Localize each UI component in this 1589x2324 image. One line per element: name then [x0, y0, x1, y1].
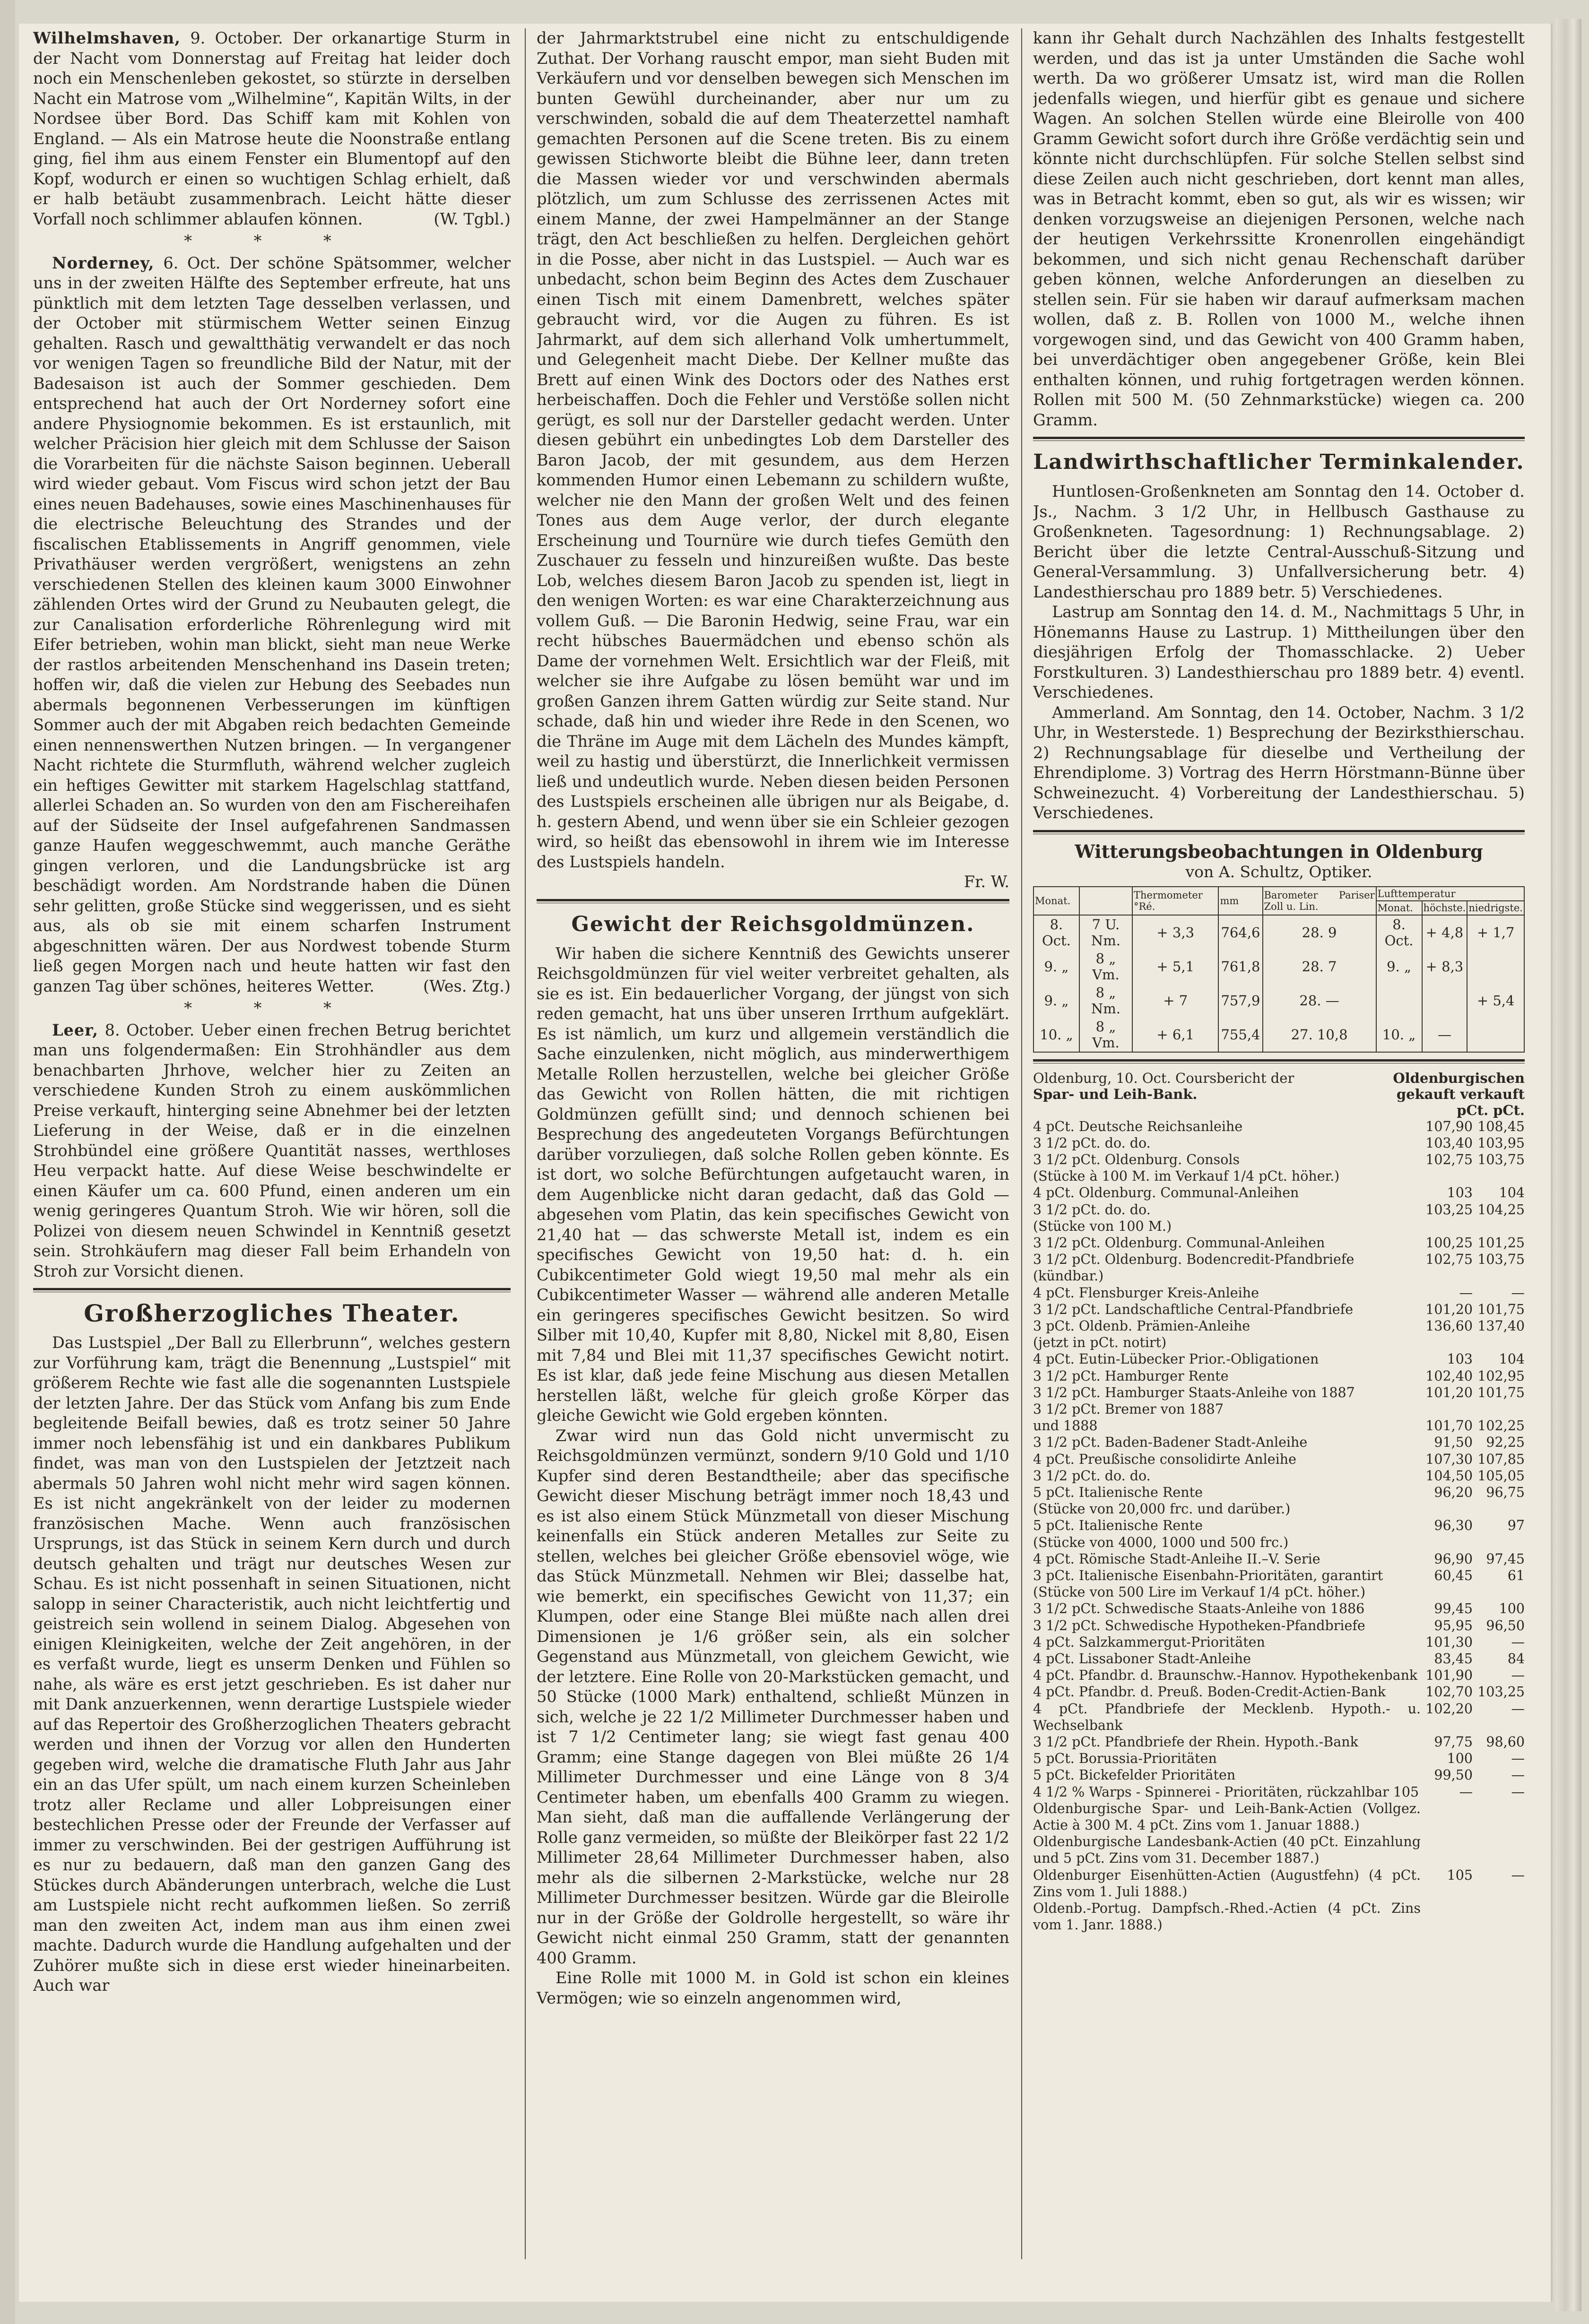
weather-cell	[1467, 950, 1524, 984]
kurs-price: 101,75	[1477, 1301, 1525, 1317]
kurs-price: 84	[1507, 1651, 1525, 1667]
gold-article-continued: kann ihr Gehalt durch Nachzählen des Inhalts festgestellt werden, und das ist ja unter Umständen die Sache wohl werth. Da wo größerer Umsatz ist, wird man die Rollen jedenfalls wiegen, und hierfür gibt es genaue und sichere Wagen. An solchen Stellen würde eine Bleirolle von 400 Gramm Gewicht sofort durch ihre Größe verdächtig sein und könnte nicht durchschlüpfen. Für solche Stellen selbst sind diese Zeilen auch nicht geschrieben, dort kennt man alles, was in Betracht kommt, eben so gut, als wir es wissen; wir denken vorzugsweise an diejenigen Personen, welche nach der heutigen Verkehrssitte Kronenrollen eingehändigt bekommen, und sich nicht genau Rechenschaft darüber geben können, welche Anforderungen an dieselben zu stellen sein. Für sie haben wir darauf aufmerksam machen wollen, daß z. B. Rollen von 1000 M., welche ihnen vorgewogen sind, und das Gewicht von 400 Gramm haben, bei unverdächtiger oben angegebener Größe, kein Blei enthalten können, und ruhig fortgetragen werden können. Rollen mit 500 M. (50 Zehnmarkstücke) wiegen ca. 200 Gramm.	[1033, 29, 1525, 429]
weather-cell: + 5,1	[1132, 950, 1218, 984]
kurs-row	[1033, 1501, 1525, 1517]
kurs-price	[1421, 1401, 1473, 1417]
weather-header: Monat.	[1376, 901, 1422, 915]
kurs-price: 136,60	[1425, 1318, 1473, 1334]
kurs-security: 4 pCt. Preußische consolidirte Anleihe	[1033, 1451, 1296, 1467]
kurs-row	[1033, 1417, 1525, 1434]
kurs-price	[1421, 1268, 1473, 1284]
kurs-price: 102,20	[1425, 1701, 1473, 1717]
weather-cell: 8 „ Vm.	[1079, 1018, 1132, 1052]
kurs-price: 61	[1507, 1567, 1525, 1583]
separator-stars: * * *	[184, 999, 360, 1017]
kurs-price: 101,25	[1477, 1235, 1525, 1251]
kurs-security: 5 pCt. Italienische Rente	[1033, 1518, 1203, 1534]
kurs-security: 4 pCt. Lissaboner Stadt-Anleihe	[1033, 1651, 1251, 1667]
kurs-security: Oldenburgische Spar- und Leih-Bank-Actien (Vollgez. Actie à 300 M. 4 pCt. Zins vom 1. Januar 1888.)	[1033, 1800, 1421, 1833]
kurs-security: (Stücke von 4000, 1000 und 500 frc.)	[1033, 1534, 1289, 1550]
kurs-price: 107,30	[1425, 1451, 1473, 1467]
kurs-security: 4 pCt. Eutin-Lübecker Prior.-Obligationen	[1033, 1351, 1319, 1367]
kurs-row	[1033, 1235, 1525, 1251]
kurs-row	[1033, 1617, 1525, 1634]
kurs-price: 102,75	[1425, 1151, 1473, 1167]
kurs-price: 102,40	[1425, 1368, 1473, 1384]
column-rule-2	[1021, 28, 1022, 2259]
kurs-price	[1421, 1900, 1473, 1933]
weather-cell: 8. Oct.	[1376, 915, 1422, 950]
kurs-security: 3 1/2 pCt. Hamburger Staats-Anleihe von 1887	[1033, 1384, 1355, 1400]
weather-title: Witterungsbeobachtungen in Oldenburg	[1075, 840, 1483, 862]
kurs-price: 97,45	[1486, 1551, 1525, 1567]
kurs-row	[1033, 1135, 1525, 1151]
weather-cell: —	[1422, 1018, 1467, 1052]
kurs-price: 97	[1507, 1518, 1525, 1534]
kurs-security: 3 1/2 pCt. do. do.	[1033, 1468, 1151, 1484]
kurs-security: 4 pCt. Pfandbr. d. Braunschw.-Hannov. Hypothekenbank	[1033, 1667, 1418, 1684]
kurs-price: 101,90	[1425, 1667, 1473, 1684]
weather-cell: 9. „	[1033, 950, 1079, 984]
weather-group-header: Lufttemperatur	[1376, 887, 1524, 901]
kurs-row	[1033, 1301, 1525, 1318]
kurs-table	[1033, 1118, 1525, 1934]
kurs-row	[1033, 1867, 1525, 1900]
kurs-price	[1473, 1401, 1525, 1417]
kurs-price: 100	[1447, 1751, 1473, 1767]
weather-cell: 8 „ Nm.	[1079, 984, 1132, 1018]
kurs-price: 107,85	[1477, 1451, 1525, 1467]
gold-paragraph-3: Eine Rolle mit 1000 M. in Gold ist schon ein kleines Vermögen; wie so einzeln angenommen wird,	[537, 1969, 1009, 2007]
weather-cell: 28. 7	[1263, 950, 1376, 984]
kurs-price: 103,25	[1425, 1201, 1473, 1218]
kurs-price: 83,45	[1434, 1651, 1473, 1667]
kurs-security: 3 1/2 pCt. Landschaftliche Central-Pfandbriefe	[1033, 1301, 1354, 1317]
kurs-security: (jetzt in pCt. notirt)	[1033, 1335, 1167, 1351]
kurs-row	[1033, 1800, 1525, 1833]
kurs-price: 99,45	[1434, 1601, 1473, 1617]
kurs-price: 60,45	[1434, 1567, 1473, 1583]
kurs-price: 104,25	[1477, 1201, 1525, 1218]
kurs-price	[1473, 1218, 1525, 1235]
kurs-price: —	[1511, 1701, 1525, 1717]
kurs-price: —	[1511, 1285, 1525, 1301]
review-signature: Fr. W.	[964, 873, 1009, 891]
kurs-security: 3 1/2 pCt. do. do.	[1033, 1201, 1151, 1218]
section-rule	[1033, 1059, 1525, 1063]
weather-cell: 28. —	[1263, 984, 1376, 1018]
kurs-price: 108,45	[1477, 1118, 1525, 1134]
kurs-price: 101,20	[1425, 1301, 1473, 1317]
weather-row	[1033, 984, 1524, 1018]
weather-subtitle: von A. Schultz, Optiker.	[1185, 862, 1372, 881]
kurs-price: 101,30	[1425, 1634, 1473, 1650]
weather-cell: + 4,8	[1422, 915, 1467, 950]
kurs-row	[1033, 1667, 1525, 1684]
kurs-price: 96,90	[1434, 1551, 1473, 1567]
kurs-price: 103,40	[1425, 1135, 1473, 1151]
kurs-row	[1033, 1701, 1525, 1734]
kurs-security: 3 1/2 pCt. Oldenburg. Bodencredit-Pfandbriefe	[1033, 1252, 1355, 1268]
kurs-price: 96,75	[1486, 1484, 1525, 1500]
kurs-price: —	[1511, 1867, 1525, 1883]
theater-review-text: Das Lustspiel „Der Ball zu Ellerbrunn“, welches gestern zur Vorführung kam, trägt die Benennung „Lustspiel“ mit größerem Rechte wie fast alle die sogenannten Lustspiele der letzten Jahre. Der das Stück vom Anfang bis zum Ende begleitende Beifall bewies, daß es trotz seiner 50 Jahre immer noch lebensfähig ist und ein dankbares Publikum findet, was man von den Lustspielen der Jetztzeit nach abermals 50 Jahren wohl nicht mehr wird sagen können. Es ist nicht angekränkelt von der leider zu modernen französischen Mache. Wenn auch französischen Ursprungs, ist das Stück in seinem Kern durch und durch deutsch gehalten und trägt nur deutsches Wesen zur Schau. Es ist nicht possenhaft in seinen Situationen, nicht salopp in seiner Characteristik, auch nicht leichtfertig und geistreich sein wollend in seinem Dialog. Abgesehen von einigen Kleinigkeiten, welche der Zeit angehören, in der es verfaßt wurde, liegt es unserm Denken und Fühlen so nahe, als wäre es erst jetzt geschrieben. Es ist daher nur mit Dank anzuerkennen, wenn derartige Lustspiele wieder auf das Repertoir des Großherzoglichen Theaters gebracht werden und ihnen der Vorzug vor allen den Hunderten gegeben wird, welche die dramatische Fluth Jahr aus Jahr ein an das Ufer spült, um nach einem kurzen Scheinleben trotz aller Reclame und aller Lobpreisungen einer bestechlichen Presse oder der Freunde der Verfasser auf immer zu verschwinden. Bei der gestrigen Aufführung ist es nur zu bedauern, daß man den ganzen Gang des Stückes durch Abänderungen unterbrach, welche die Lust am Lustspiele nicht recht aufkommen ließen. So zerriß man den zweiten Act, indem man aus ihm einen zwei machte. Dadurch wurde die Handlung aufgehalten und der Zuhörer mußte sich in diese erst wieder hineinarbeiten. Auch war	[33, 1333, 511, 1995]
weather-header: niedrigste.	[1467, 901, 1524, 915]
kurs-row	[1033, 1900, 1525, 1933]
weather-cell: 10. „	[1033, 1018, 1079, 1052]
kurs-price	[1473, 1334, 1525, 1351]
kurs-price: 98,60	[1486, 1734, 1525, 1750]
kurs-row	[1033, 1218, 1525, 1235]
section-rule	[537, 899, 1009, 903]
theater-heading: Großherzogliches Theater.	[84, 1299, 460, 1327]
kurs-row	[1033, 1434, 1525, 1451]
kurs-row	[1033, 1534, 1525, 1551]
kurs-price	[1421, 1800, 1473, 1833]
kurs-title: Oldenburg, 10. Oct. Coursbericht der	[1033, 1070, 1294, 1086]
kurs-security: 4 pCt. Salzkammergut-Prioritäten	[1033, 1634, 1265, 1650]
kurs-security: 3 1/2 pCt. Bremer von 1887	[1033, 1401, 1224, 1417]
kurs-price: 103,25	[1477, 1684, 1525, 1700]
kurs-price: 96,20	[1434, 1484, 1473, 1500]
kurs-price	[1473, 1800, 1525, 1833]
kurs-price	[1473, 1501, 1525, 1517]
separator-stars: * * *	[184, 232, 360, 250]
kurs-row	[1033, 1833, 1525, 1866]
weather-cell: + 7	[1132, 984, 1218, 1018]
weather-row	[1033, 915, 1524, 950]
kurs-price: —	[1511, 1634, 1525, 1650]
weather-table	[1033, 886, 1525, 1053]
weather-cell: + 5,4	[1467, 984, 1524, 1018]
kurs-price	[1421, 1584, 1473, 1600]
kurs-price: 105,05	[1477, 1468, 1525, 1484]
kurs-security: (Stücke à 100 M. im Verkauf 1/4 pCt. höher.)	[1033, 1168, 1340, 1184]
kurs-row	[1033, 1567, 1525, 1584]
kurs-bank: Spar- und Leih-Bank.	[1033, 1086, 1198, 1102]
kurs-price	[1473, 1833, 1525, 1866]
column-3	[1033, 28, 1525, 2269]
kurs-security: 3 1/2 pCt. Oldenburg. Consols	[1033, 1151, 1240, 1167]
kurs-row	[1033, 1118, 1525, 1135]
weather-cell: + 6,1	[1132, 1018, 1218, 1052]
weather-header: höchste.	[1422, 901, 1467, 915]
left-page-edge	[0, 0, 15, 2324]
kurs-row	[1033, 1517, 1525, 1534]
weather-header: Thermometer °Ré.	[1132, 887, 1218, 915]
dateline-place: Wilhelmshaven,	[33, 29, 181, 47]
weather-header	[1079, 887, 1132, 915]
kurs-price: 103,75	[1477, 1151, 1525, 1167]
kurs-row	[1033, 1451, 1525, 1468]
kurs-security: 4 1/2 % Warps - Spinnerei - Prioritäten, rückzahlbar 105	[1033, 1784, 1419, 1800]
kurs-row	[1033, 1468, 1525, 1484]
kurs-price: 104	[1499, 1351, 1525, 1367]
kurs-row	[1033, 1650, 1525, 1667]
kurs-row	[1033, 1750, 1525, 1767]
kurs-price	[1473, 1584, 1525, 1600]
weather-cell: 27. 10,8	[1263, 1018, 1376, 1052]
kurs-price	[1473, 1268, 1525, 1284]
weather-header: mm	[1218, 887, 1262, 915]
kurs-security: 3 1/2 pCt. Hamburger Rente	[1033, 1368, 1229, 1384]
article-source: (W. Tgbl.)	[434, 209, 511, 228]
kurs-row	[1033, 1334, 1525, 1351]
kalender-entry: Huntlosen-Großenkneten am Sonntag den 14. October d. Js., Nachm. 3 1/2 Uhr, in Hellbusch Gasthause zu Großenkneten. Tagesordnung: 1) Rechnungsablage. 2) Bericht über die letzte Central-Ausschuß-Sitzung und General-Versammlung. 3) Unfallversicherung betr. 4) Landesthierschau pro 1889 betr. 5) Verschiedenes.	[1033, 482, 1525, 601]
kurs-price	[1421, 1218, 1473, 1235]
weather-row	[1033, 1018, 1524, 1052]
gold-paragraph-1: Wir haben die sichere Kenntniß des Gewichts unserer Reichsgoldmünzen für viel weiter verbreitet gehalten, als sie es ist. Ein bedauerlicher Vorgang, der jüngst von sich reden gemacht, hat uns über unseren Irrthum aufgeklärt. Es ist nämlich, um kurz und allgemein verständlich die Sache einzulenken, nicht möglich, aus minderwerthigem Metalle Rollen herzustellen, welche bei gleicher Größe das Gewicht von Rollen hätten, die mit richtigen Goldmünzen gefüllt sind; und dennoch schienen bei Besprechung des angedeuteten Vorgangs Befürchtungen darüber vorzuliegen, daß solche Rollen geben könnte. Es ist dort, wo solche Befürchtungen aufgetaucht waren, in dem Augenblicke nicht daran gedacht, daß das Gold — abgesehen vom Platin, das kein specifisches Gewicht von 21,40 hat — das schwerste Metall ist, indem es ein specifisches Gewicht von 19,50 hat: d. h. ein Cubikcentimeter Gold wiegt 19,50 mal mehr als ein Cubikcentimeter Wasser — während alle anderen Metalle ein geringeres specifisches Gewicht besitzen. So wird Silber mit 10,40, Kupfer mit 8,80, Nickel mit 8,80, Eisen mit 7,84 und Blei mit 11,37 specifisches Gewicht notirt. Es ist klar, daß jede feine Mischung aus diesen Metallen herstellen läßt, welche für gleich große Körper das gleiche Gewicht wie Gold ergeben könnten.	[537, 944, 1009, 1425]
kurs-security: 5 pCt. Borussia-Prioritäten	[1033, 1751, 1217, 1767]
norderney-article	[33, 253, 511, 997]
kurs-security: (kündbar.)	[1033, 1268, 1104, 1284]
kurs-row	[1033, 1767, 1525, 1783]
kurs-price: 103	[1447, 1185, 1473, 1201]
column-1	[33, 28, 511, 2269]
wilhelmshaven-article	[33, 28, 511, 229]
kurs-right-3: pCt. pCt.	[1457, 1102, 1525, 1118]
kurs-price: 103	[1447, 1351, 1473, 1367]
kurs-price: —	[1511, 1784, 1525, 1800]
kalender-entry: Ammerland. Am Sonntag, den 14. October, Nachm. 3 1/2 Uhr, in Westerstede. 1) Besprechung der Bezirksthierschau. 2) Rechnungsablage für dieselbe und Vertheilung der Ehrendiplome. 3) Vortrag des Herrn Hörstmann-Bünne über Schweinezucht. 4) Vorbereitung der Landesthierschau. 5) Verschiedenes.	[1033, 703, 1525, 822]
kurs-row	[1033, 1784, 1525, 1800]
article-source: (Wes. Ztg.)	[423, 976, 511, 995]
kurs-security: 4 pCt. Flensburger Kreis-Anleihe	[1033, 1285, 1259, 1301]
kurs-price: 95,95	[1434, 1617, 1473, 1633]
kurs-header	[1033, 1070, 1525, 1118]
kurs-security: Oldenb.-Portug. Dampfsch.-Rhed.-Actien (4 pCt. Zins vom 1. Janr. 1888.)	[1033, 1901, 1421, 1933]
column-2	[537, 28, 1009, 2269]
kurs-price: 104	[1499, 1185, 1525, 1201]
weather-cell: 9. „	[1376, 950, 1422, 984]
terminkalender-heading: Landwirthschaftlicher Terminkalender.	[1033, 450, 1525, 474]
kurs-row	[1033, 1168, 1525, 1184]
leer-article	[33, 1020, 511, 1282]
kurs-row	[1033, 1551, 1525, 1567]
section-rule	[33, 1288, 511, 1292]
kurs-row	[1033, 1368, 1525, 1384]
kurs-price: 97,75	[1434, 1734, 1473, 1750]
kurs-right-1: Oldenburgischen	[1393, 1070, 1525, 1086]
kurs-security: 4 pCt. Römische Stadt-Anleihe II.–V. Serie	[1033, 1551, 1320, 1567]
kalender-entry: Lastrup am Sonntag den 14. d. M., Nachmittags 5 Uhr, in Hönemanns Hause zu Lastrup. 1) Mittheilungen über den diesjährigen Erfolg der Thomasschlacke. 2) Ueber Forstkulturen. 3) Landesthierschau pro 1889 betr. 4) eventl. Verschiedenes.	[1033, 603, 1525, 701]
kurs-security: 3 pCt. Italienische Eisenbahn-Prioritäten, garantirt	[1033, 1567, 1383, 1583]
theater-review-continued: der Jahrmarktstrubel eine nicht zu entschuldigende Zuthat. Der Vorhang rauscht empor, man sieht Buden mit Verkäufern und vor denselben bewegen sich Menschen im bunten Gewühl durcheinander, aber nur um zu verschwinden, sobald die auf dem Theaterzettel namhaft gemachten Personen auf die Scene treten. Bis zu einem gewissen Stichworte bleibt die Bühne leer, dann treten die Massen wieder vor und verschwinden abermals plötzlich, um zum Schlusse des zerrissenen Actes mit einem Manne, der zwei Hampelmänner an der Stange trägt, den Act beschließen zu helfen. Dergleichen gehört in die Posse, aber nicht in das Lustspiel. — Auch war es unbedacht, schon beim Beginn des Actes dem Zuschauer einen Tisch mit einem Damenbrett, welches später gebraucht wird, vor die Augen zu führen. Es ist Jahrmarkt, auf dem sich allerhand Volk umhertummelt, und Gelegenheit macht Diebe. Der Kellner mußte das Brett auf einen Wink des Doctors oder des Nathes erst herbeischaffen. Doch die Fehler und Verstöße sollen nicht gerügt, es soll nur der Darsteller gedacht werden. Unter diesen gebührt ein unbedingtes Lob dem Darsteller des Baron Jacob, der mit gesundem, aus dem Herzen kommenden Humor einen Lebemann zu schildern wußte, welcher nie den Mann der großen Welt und des feinen Tones aus dem Auge verlor, der durch elegante Erscheinung und Tournüre wie durch tiefes Gemüth den Zuschauer zu fesseln und hinzureißen wußte. Das beste Lob, welches diesem Baron Jacob zu spenden ist, liegt in den wenigen Worten: es war eine Charakterzeichnung aus vollem Guß. — Die Baronin Hedwig, seine Frau, war ein recht hübsches Bauermädchen und ebenso schön als Dame der vornehmen Welt. Ersichtlich war der Fleiß, mit welcher sie ihre Aufgabe zu lösen bemüht war und im großen Ganzen ihrem Gatten würdig zur Seite stand. Nur schade, daß hin und wieder ihre Rede in den Scenen, wo die Thräne im Auge mit dem Lächeln des Mundes kämpft, weil zu hastig und überstürzt, die Innerlichkeit vermissen ließ und undeutlich wurde. Neben diesen beiden Personen des Lustspiels erscheinen alle übrigen nur als Beigabe, d. h. gestern Abend, und wenn über sie ein Schleier gezogen wird, so heißt das ebensowohl in ihrem wie im Interesse des Lustspiels handeln.	[537, 29, 1009, 871]
weather-header: Monat.	[1033, 887, 1079, 915]
kurs-price: —	[1459, 1784, 1473, 1800]
kurs-price	[1421, 1501, 1473, 1517]
kurs-security: (Stücke von 20,000 frc. und darüber.)	[1033, 1501, 1291, 1517]
kurs-row	[1033, 1318, 1525, 1334]
kurs-security: (Stücke von 100 M.)	[1033, 1218, 1172, 1234]
kurs-security: 4 pCt. Deutsche Reichsanleihe	[1033, 1118, 1243, 1134]
gold-paragraph-2: Zwar wird nun das Gold nicht unvermischt zu Reichsgoldmünzen vermünzt, sondern 9/10 Gold und 1/10 Kupfer sind deren Bestandtheile; aber das specifische Gewicht dieser Mischung beträgt immer noch 18,43 und es ist also einem Stück Münzmetall von dieser Mischung keinenfalls ein Stück anderen Metalles zur Seite zu stellen, welches bei gleicher Größe ebensoviel wöge, wie das Stück Münzmetall. Nehmen wir Blei; dasselbe hat, wie bemerkt, ein specifisches Gewicht von 11,37; ein Klumpen, oder eine Stange Blei müßte nach allen drei Dimensionen je 1/6 größer sein, als ein solcher Gegenstand aus Münzmetall, von gleichem Gewicht, wie der letztere. Eine Rolle von 20-Markstücken gemacht, und 50 Stücke (1000 Mark) enthaltend, schließt Münzen in sich, welche je 22 1/2 Millimeter Durchmesser haben und ist 7 1/2 Centimeter lang; sie wiegt fast genau 400 Gramm; eine Stange dagegen von Blei müßte 26 1/4 Millimeter Durchmesser und eine Länge von 8 3/4 Centimeter haben, um ebenfalls 400 Gramm zu wiegen. Man sieht, daß man die auffallende Verlängerung der Rolle ganz vermeiden, so müßte der Bleikörper fast 22 1/2 Millimeter 28,64 Millimeter Durchmesser haben, also mehr als die silbernen 2-Markstücke, welche nur 28 Millimeter Durchmesser besitzen. Würde gar die Bleirolle nur in der Größe der Goldrolle hergestellt, so wäre ihr Gewicht nicht einmal 250 Gramm, statt der genannten 400 Gramm.	[537, 1426, 1009, 1967]
kurs-price: 100,25	[1425, 1235, 1473, 1251]
weather-cell: 755,4	[1218, 1018, 1262, 1052]
kurs-row	[1033, 1151, 1525, 1168]
kurs-row	[1033, 1584, 1525, 1600]
weather-header: Barometer Pariser Zoll u. Lin.	[1263, 887, 1376, 915]
section-rule	[1033, 830, 1525, 834]
column-rule-1	[525, 28, 526, 2259]
dateline-place: Leer,	[52, 1020, 99, 1039]
section-rule	[1033, 437, 1525, 441]
kurs-price: —	[1511, 1767, 1525, 1783]
article-text: 9. October. Der orkanartige Sturm in der Nacht vom Donnerstag auf Freitag hat leider doch noch ein Menschenleben gekostet, so stürzte in derselben Nacht ein Matrose vom „Wilhelmine“, Kapitän Wilts, in der Nordsee über Bord. Das Schiff kam mit Kohlen von England. — Als ein Matrose heute die Noonstraße entlang ging, fiel ihm aus einem Fenster ein Blumentopf auf den Kopf, wodurch er einen so wuchtigen Schlag erhielt, daß er halb betäubt zusammenbrach. Leicht hätte dieser Vorfall noch schlimmer ablaufen können.	[33, 29, 511, 228]
kurs-price	[1421, 1334, 1473, 1351]
kurs-row	[1033, 1384, 1525, 1401]
kurs-price	[1421, 1534, 1473, 1551]
kurs-security: 3 1/2 pCt. Baden-Badener Stadt-Anleihe	[1033, 1434, 1308, 1451]
kurs-price	[1421, 1168, 1473, 1184]
weather-rows	[1033, 915, 1524, 1052]
kurs-security: 4 pCt. Oldenburg. Communal-Anleihen	[1033, 1185, 1299, 1201]
weather-cell: 28. 9	[1263, 915, 1376, 950]
kurs-row	[1033, 1201, 1525, 1218]
kurs-security: 3 1/2 pCt. do. do.	[1033, 1135, 1151, 1151]
kurs-price: 102,75	[1425, 1252, 1473, 1268]
weather-row	[1033, 950, 1524, 984]
article-text: 6. Oct. Der schöne Spätsommer, welcher uns in der zweiten Hälfte des September erfreute, hat uns pünktlich mit dem letzten Tage desselben verlassen, und der October mit stürmischem Wetter seinen Einzug gehalten. Rasch und gewaltthätig verwandelt er das noch vor wenigen Tagen so freundliche Bild der Natur, mit der Badesaison ist auch der Sommer geschieden. Dem entsprechend hat auch der Ort Norderney sofort eine andere Physiognomie bekommen. Es ist erstaunlich, mit welcher Präcision hier gleich mit dem Schlusse der Saison die Vorarbeiten für die nächste Saison beginnen. Ueberall wird wieder gebaut. Vom Fiscus wird schon jetzt der Bau eines neuen Badehauses, sowie eines Maschinenhauses für die electrische Beleuchtung des Strandes und der fiscalischen Etablissements in Angriff genommen, viele Privathäuser werden vergrößert, wenigstens an zehn verschiedenen Stellen des kleinen kaum 3000 Einwohner zählenden Ortes wird der Grund zu Neubauten gelegt, die zur Canalisation erforderliche Röhrenlegung wird mit Eifer betrieben, wohin man blickt, sieht man neue Werke der rastlos arbeitenden Menschenhand ins Dasein treten; hoffen wir, daß die vielen zur Hebung des Seebades nun abermals begonnenen Verbesserungen im künftigen Sommer auch der mit Abgaben reich bedachten Gemeinde einen nennenswerthen Nutzen bringen. — In vergangener Nacht richtete die Sturmfluth, während welcher zugleich ein heftiges Gewitter mit starkem Hagelschlag stattfand, allerlei Schaden an. So wurden von den am Fischereihafen auf der Südseite der Insel aufgefahrenen Sandmassen ganze Haufen weggeschwemmt, auch manche Geräthe gingen verloren, und die Landungsbrücke ist arg beschädigt worden. Am Nordstrande haben die Dünen sehr gelitten, große Stücke sind weggerissen, und es sieht aus, als ob sie mit einem scharfen Instrument abgeschnitten wären. Der aus Nordwest tobende Sturm ließ gegen Morgen nach und heute hatten wir fast den ganzen Tag über schönes, heiteres Wetter.	[33, 253, 511, 995]
kurs-price: 103,95	[1477, 1135, 1525, 1151]
kurs-price: 102,70	[1425, 1684, 1473, 1700]
kurs-price	[1473, 1168, 1525, 1184]
kurs-row	[1033, 1684, 1525, 1700]
kurs-security: 3 1/2 pCt. Oldenburg. Communal-Anleihen	[1033, 1235, 1325, 1251]
kurs-security: 5 pCt. Bickefelder Prioritäten	[1033, 1767, 1236, 1783]
kurs-row	[1033, 1268, 1525, 1284]
kurs-row	[1033, 1600, 1525, 1617]
kurs-security: und 1888	[1033, 1418, 1098, 1434]
dateline-place: Norderney,	[52, 253, 155, 272]
kurs-price: 96,30	[1434, 1518, 1473, 1534]
kurs-price: 102,25	[1477, 1418, 1525, 1434]
kurs-price: 101,70	[1425, 1418, 1473, 1434]
weather-cell	[1467, 1018, 1524, 1052]
kurs-security: (Stücke von 500 Lire im Verkauf 1/4 pCt. höher.)	[1033, 1584, 1366, 1600]
kurs-price: 104,50	[1425, 1468, 1473, 1484]
weather-cell: 9. „	[1033, 984, 1079, 1018]
kurs-price: —	[1459, 1285, 1473, 1301]
kurs-security: Oldenburgische Landesbank-Actien (40 pCt. Einzahlung und 5 pCt. Zins vom 31. December 1887.)	[1033, 1834, 1421, 1866]
kurs-security: 3 pCt. Oldenb. Prämien-Anleihe	[1033, 1318, 1250, 1334]
kurs-price	[1473, 1534, 1525, 1551]
kurs-row	[1033, 1251, 1525, 1268]
kurs-security: 4 pCt. Pfandbriefe der Mecklenb. Hypoth.- u. Wechselbank	[1033, 1701, 1421, 1733]
kurs-row	[1033, 1734, 1525, 1750]
kurs-price: 107,90	[1425, 1118, 1473, 1134]
weather-cell: 761,8	[1218, 950, 1262, 984]
kurs-security: 4 pCt. Pfandbr. d. Preuß. Boden-Credit-Actien-Bank	[1033, 1684, 1386, 1700]
weather-cell: 8. Oct.	[1033, 915, 1079, 950]
page-stack-edge	[1555, 19, 1581, 2311]
kurs-price: 96,50	[1486, 1617, 1525, 1633]
kurs-right-2: gekauft verkauft	[1396, 1086, 1525, 1102]
weather-cell: 7 U. Nm.	[1079, 915, 1132, 950]
weather-cell: + 3,3	[1132, 915, 1218, 950]
weather-cell: 757,9	[1218, 984, 1262, 1018]
kurs-security: 3 1/2 pCt. Schwedische Staats-Anleihe von 1886	[1033, 1601, 1365, 1617]
kurs-price: 99,50	[1434, 1767, 1473, 1783]
kurs-price: 105	[1447, 1867, 1473, 1883]
kurs-security: Oldenburger Eisenhütten-Actien (Augustfehn) (4 pCt. Zins vom 1. Juli 1888.)	[1033, 1867, 1421, 1900]
weather-cell: 10. „	[1376, 1018, 1422, 1052]
kurs-price: 137,40	[1477, 1318, 1525, 1334]
kurs-row	[1033, 1634, 1525, 1650]
kurs-row	[1033, 1285, 1525, 1301]
kurs-price: 92,25	[1486, 1434, 1525, 1451]
kurs-security: 3 1/2 pCt. Schwedische Hypotheken-Pfandbriefe	[1033, 1617, 1365, 1633]
kurs-price: —	[1511, 1667, 1525, 1684]
weather-cell: + 1,7	[1467, 915, 1524, 950]
article-text: 8. October. Ueber einen frechen Betrug berichtet man uns folgendermaßen: Ein Strohhändler aus dem benachbarten Jhrhove, welcher hier zu Zeiten an verschiedene Kunden Stroh zu einem auskömmlichen Preise verkauft, hinterging seine Abnehmer bei der letzten Lieferung in der Weise, daß er in die einzelnen Strohbündel eine größere Quantität nasses, werthloses Heu verpackt hatte. Auf diese Weise beschwindelte er einen Käufer um ca. 600 Pfund, einen anderen um ein wenig geringeres Quantum Stroh. Wie wir hören, soll die Polizei von diesem neuen Schwindel in Kenntniß gesetzt sein. Strohkäufern mag dieser Fall beim Erhandeln von Stroh zur Vorsicht dienen.	[33, 1020, 511, 1280]
kurs-price: 103,75	[1477, 1252, 1525, 1268]
kurs-row	[1033, 1401, 1525, 1417]
kurs-row	[1033, 1484, 1525, 1501]
kurs-price: 101,20	[1425, 1384, 1473, 1400]
kurs-price: —	[1511, 1751, 1525, 1767]
kurs-row	[1033, 1351, 1525, 1367]
kurs-price	[1473, 1900, 1525, 1933]
weather-cell: 8 „ Vm.	[1079, 950, 1132, 984]
kurs-security: 3 1/2 pCt. Pfandbriefe der Rhein. Hypoth.-Bank	[1033, 1734, 1358, 1750]
kurs-price: 91,50	[1434, 1434, 1473, 1451]
weather-cell: 764,6	[1218, 915, 1262, 950]
weather-cell	[1422, 984, 1467, 1018]
kurs-price: 101,75	[1477, 1384, 1525, 1400]
weather-cell: + 8,3	[1422, 950, 1467, 984]
kurs-price: 100	[1499, 1601, 1525, 1617]
gold-coins-heading: Gewicht der Reichsgoldmünzen.	[571, 912, 975, 936]
weather-cell	[1376, 984, 1422, 1018]
kurs-row	[1033, 1184, 1525, 1201]
kurs-price	[1421, 1833, 1473, 1866]
kurs-security: 5 pCt. Italienische Rente	[1033, 1484, 1203, 1500]
kurs-price: 102,95	[1477, 1368, 1525, 1384]
